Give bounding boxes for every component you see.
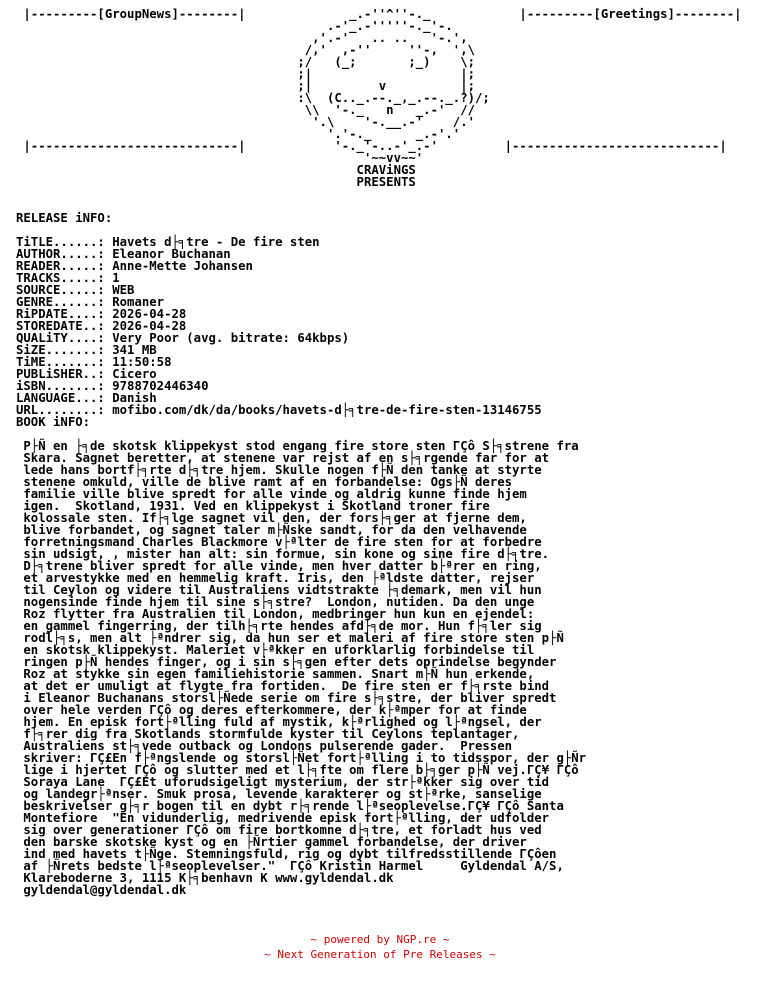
description-line: rodl├╕s, men alt ├ªndrer sig, da hun ser et maleri af fire store sten p├Ñ [16,631,564,645]
description-line: f├╕rer dig fra Skotlands stormfulde kyster til Ceylons teplantager, [16,727,520,741]
field-value: Danish [112,391,157,405]
field-key: TiTLE......: [16,235,105,249]
field-key: AUTHOR.....: [16,247,105,261]
description-line: en skotsk klippekyst. Maleriet v├ªkker en uforklarlig forbindelse til [16,643,535,657]
description-line: Roz flytter fra Australien til London, medbringer hun kun en ejendel: [16,607,535,621]
field-value: Cicero [112,367,157,381]
field-value: 9788702446340 [112,379,209,393]
description-line: sin udsigt, , mister han alt: sin formue, sin kone og sine fire d├╕tre. [16,547,550,561]
art-line: |----------------------------| '-._'-..-'_.-' |----------------------------| [16,139,727,153]
description-line: skriver: ΓÇ£En f├ªngslende og storsl├Ñet fort├ªlling i to tidsspor, der g├Ñr [16,751,587,765]
description-line: lige i hjertet ΓÇô og slutter med et l├╕fte om flere b├╕ger p├Ñ vej.ΓÇ¥ ΓÇô [16,763,579,777]
description-line: Soraya Lane ΓÇ£Et uforudsigeligt mysterium, der str├ªkker sig over tid [16,775,550,789]
field-value: 2026-04-28 [112,319,187,333]
art-line: /,' ,-'' ''-, ',\ [16,43,476,57]
description-line: sig over generationer ΓÇô om fire bortkomne d├╕tre, et forladt hus ved [16,823,542,837]
description-line: et arvestykke med en hemmelig kraft. Iris, den ├ªldste datter, rejser [16,571,535,585]
description-line: familie ville blive spredt for alle vinde og aldrig kunne finde hjem [16,487,527,501]
description-line: forretningsmand Charles Blackmore v├ªlter de fire sten for at forbedre [16,535,542,549]
book-description [16,440,742,896]
field-value: Eleanor Buchanan [112,247,231,261]
group-name: CRAViNGS [16,163,416,177]
description-line: hjem. En episk fort├ªlling fuld af mystik, k├ªrlighed og l├ªngsel, der [16,715,542,729]
art-line: ,'.-' .. .. '-.', [16,31,468,45]
field-key: STOREDATE..: [16,319,105,333]
field-key: SiZE.......: [16,343,105,357]
description-line: nogensinde finde hjem til sine s├╕stre? London, nutiden. Da den unge [16,595,535,609]
description-line: P├Ñ en ├╕de skotsk klippekyst stod engang fire store sten ΓÇô S├╕strene fra [16,439,579,453]
description-line: beskrivelser g├╕r bogen til en dybt r├╕rende l├ªseoplevelse.ΓÇ¥ ΓÇô Santa [16,799,564,813]
description-line: lede hans bortf├╕rte d├╕tre hjem. Skulle nogen f├Ñ den tanke at styrte [16,463,542,477]
book-info-heading: BOOK iNFO: [16,415,91,429]
field-key: GENRE......: [16,295,105,309]
field-key: QUALiTY....: [16,331,105,345]
description-line: Roz at stykke sin egen familiehistorie sammen. Snart m├Ñ hun erkende, [16,667,535,681]
field-value: WEB [112,283,135,297]
description-line: blive forbandet, og sagnet taler m├Ñske sandt, for da den velhavende [16,523,527,537]
next-generation-link[interactable]: ~ Next Generation of Pre Releases ~ [264,948,496,961]
field-reader [16,260,742,272]
description-line: Klareboderne 3, 1115 K├╕benhavn K www.gyldendal.dk [16,871,394,885]
field-key: PUBLiSHER..: [16,367,105,381]
description-line: Skara. Sagnet beretter, at stenene var rejst af en s├╕rgende far for at [16,451,550,465]
field-value: 2026-04-28 [112,307,187,321]
field-key: TRACKS.....: [16,271,105,285]
description-line: ind med havets t├Ñge. Stemningsfuld, rig og dybt tilfredsstillende ΓÇôen [16,847,557,861]
nfo-document [16,8,742,896]
field-key: iSBN.......: [16,379,105,393]
art-line: ;| v |; [16,79,476,93]
release-fields [16,236,742,416]
field-value: Very Poor (avg. bitrate: 64kbps) [112,331,350,345]
description-line: at det er umuligt at flygte fra fortiden. De fire sten er f├╕rste bind [16,679,550,693]
presents-label: PRESENTS [16,175,416,189]
field-key: SOURCE.....: [16,283,105,297]
ngp-footer [0,932,760,962]
description-line: ringen p├Ñ hendes finger, og i sin s├╕gen efter dets oprindelse begynder [16,655,557,669]
description-line: i Eleanor Buchanans storsl├Ñede serie om fire s├╕stre, der bliver spredt [16,691,557,705]
field-key: READER.....: [16,259,105,273]
field-key: URL........: [16,403,105,417]
description-line: til Ceylon og videre til Australiens vidtstrakte ├╕demark, men vil hun [16,583,542,597]
description-line: en gammel fingerring, der tilh├╕rte hendes afd├╕de mor. Hun f├╕ler sig [16,619,542,633]
description-line: af ├Ñrets bedste l├ªseoplevelser." ΓÇô Kristin Harmel Gyldendal A/S, [16,859,564,873]
description-line: den barske skotske kyst og en ├Ñrtier gammel forbandelse, der driver [16,835,527,849]
description-line: Australiens st├╕vede outback og Londons pulserende gader. Pressen [16,739,513,753]
description-line: stenene omkuld, ville de blive ramt af en forbandelse: Ogs├Ñ deres [16,475,513,489]
art-line: \\ '-._ n _.-' // [16,103,476,117]
field-value: Havets d├╕tre - De fire sten [112,235,320,249]
description-line: kolossale sten. If├╕lge sagnet vil den, der fors├╕ger at fjerne dem, [16,511,527,525]
art-line: |---------[GroupNews]--------| _.-''^''-._ |---------[Greetings]--------| [16,7,742,21]
field-value: 1 [112,271,120,285]
description-line: Montefiore "En vidunderlig, medrivende episk fort├ªlling, der udfolder [16,811,550,825]
art-line: '.'-._ _.-'.' [16,127,461,141]
field-value: mofibo.com/dk/da/books/havets-d├╕tre-de-fire-sten-13146755 [112,403,542,417]
art-line: '.\ '-.__.-' /.' [16,115,476,129]
field-key: LANGUAGE...: [16,391,105,405]
field-url [16,404,742,416]
description-line: over hele verden ΓÇô og deres efterkommere, der k├ªmper for at finde [16,703,527,717]
description-line: gyldendal@gyldendal.dk [16,883,187,897]
field-value: Anne-Mette Johansen [112,259,253,273]
field-key: RiPDATE....: [16,307,105,321]
art-line: .-'_.-'''''-._'-. [16,19,453,33]
description-line: D├╕trene bliver spredt for alle vinde, men hver datter b├ªrer en ring, [16,559,542,573]
art-line: ;/ (_; ;_) \; [16,55,476,69]
release-info-heading: RELEASE iNFO: [16,211,113,225]
description-line: igen. Skotland, 1931. Ved en klippekyst i Skotland troner fire [16,499,490,513]
field-value: 341 MB [112,343,157,357]
field-value: 11:50:58 [112,355,172,369]
art-line: ;| |; [16,67,476,81]
art-line: :\ (C.._.--._,_.--._.?)/; [16,91,490,105]
header-art [16,8,742,188]
description-line: og landegr├ªnser. Smuk prosa, levende karakterer og st├ªrke, sanselige [16,787,542,801]
field-key: TiME.......: [16,355,105,369]
field-value: Romaner [112,295,165,309]
art-line: '~~vv~~' [16,151,424,165]
powered-by-link[interactable]: ~ powered by NGP.re ~ [310,933,450,946]
